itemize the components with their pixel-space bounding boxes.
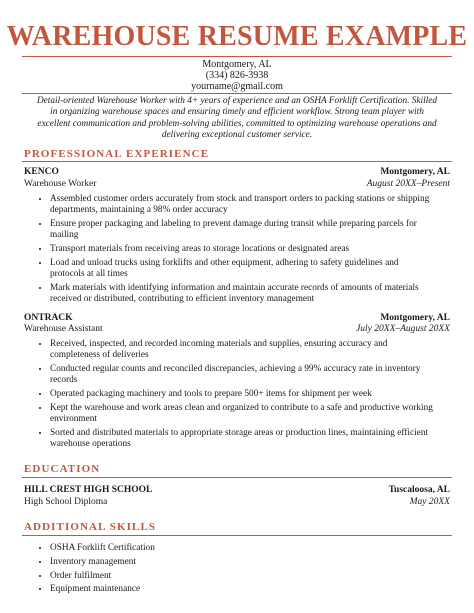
- list-item: • Transport materials from receiving areas to storage locations or designated areas: [50, 244, 434, 255]
- resume-title: WAREHOUSE RESUME EXAMPLE: [6, 21, 468, 52]
- contact-email: yourname@gmail.com: [191, 81, 283, 92]
- list-item: • Received, inspected, and recorded incoming materials and supplies, ensuring accuracy and completeness of deliveries: [50, 339, 434, 362]
- job-company: ONTRACK: [24, 313, 73, 323]
- experience-divider: [22, 161, 452, 162]
- job-role: Warehouse Assistant: [24, 324, 103, 334]
- list-item: • Order fulfilment: [50, 571, 434, 582]
- job-bullets-ontrack: [38, 339, 434, 453]
- job-company: KENCO: [24, 167, 59, 177]
- school-name: HILL CREST HIGH SCHOOL: [24, 485, 153, 495]
- title-divider: [22, 56, 452, 57]
- job-role: Warehouse Worker: [24, 179, 97, 189]
- section-heading-skills: ADDITIONAL SKILLS: [24, 521, 157, 533]
- job-location: Montgomery, AL: [380, 313, 450, 323]
- list-item: • Load and unload trucks using forklifts and other equipment, adhering to safety guidelines and protocols at all times: [50, 258, 434, 281]
- job-bullets-kenco: [38, 194, 434, 308]
- contact-location: Montgomery, AL: [202, 59, 272, 70]
- job-subheader-ontrack: [24, 323, 450, 335]
- education-subheader: [24, 496, 450, 508]
- job-dates: August 20XX–Present: [366, 179, 450, 189]
- education-header: [24, 484, 450, 496]
- job-header-kenco: [24, 166, 450, 178]
- graduation-date: May 20XX: [409, 497, 450, 507]
- job-location: Montgomery, AL: [380, 167, 450, 177]
- contact-phone: (334) 826-3938: [205, 70, 269, 81]
- list-item: • Sorted and distributed materials to appropriate storage areas or production lines, maintaining efficient warehouse operations: [50, 428, 434, 451]
- degree: High School Diploma: [24, 497, 108, 507]
- list-item: • Assembled customer orders accurately from stock and transport orders to packing stations or shipping departments, maintaining a 98% order accuracy: [50, 194, 434, 217]
- list-item: • Conducted regular counts and reconciled discrepancies, achieving a 99% accuracy rate in inventory records: [50, 364, 434, 387]
- school-location: Tuscaloosa, AL: [388, 485, 450, 495]
- list-item: • Inventory management: [50, 557, 434, 568]
- section-heading-education: EDUCATION: [24, 463, 101, 475]
- job-dates: July 20XX–August 20XX: [356, 324, 450, 334]
- section-heading-experience: PROFESSIONAL EXPERIENCE: [24, 148, 210, 160]
- contact-divider: [22, 93, 452, 94]
- list-item: • Equipment maintenance: [50, 584, 434, 595]
- skills-divider: [22, 535, 452, 536]
- skills-list: [38, 543, 434, 598]
- list-item: • OSHA Forklift Certification: [50, 543, 434, 554]
- education-divider: [22, 477, 452, 478]
- professional-summary: Detail-oriented Warehouse Worker with 4+ years of experience and an OSHA Forklift Certification. Skilled in organizing warehouse spaces and ensuring timely and efficient workflow. Strong team player with excellent communication and problem-solving abilities, committed to optimizing warehouse operations and delivering exceptional customer service.: [36, 96, 438, 140]
- job-subheader-kenco: [24, 178, 450, 190]
- list-item: • Ensure proper packaging and labeling to prevent damage during transit while preparing parcels for mailing: [50, 219, 434, 242]
- list-item: • Kept the warehouse and work areas clean and organized to contribute to a safe and productive working environment: [50, 403, 434, 426]
- list-item: • Mark materials with identifying information and maintain accurate records of amounts of materials received or distributed, contributing to efficient inventory management: [50, 283, 434, 306]
- list-item: • Operated packaging machinery and tools to prepare 500+ items for shipment per week: [50, 389, 434, 400]
